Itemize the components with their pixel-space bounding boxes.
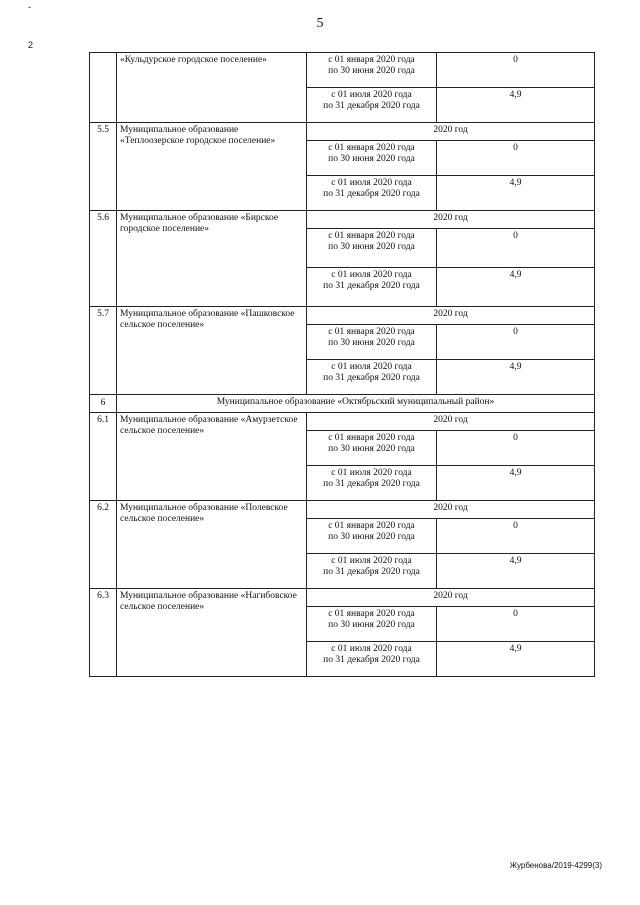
section-title: Муниципальное образование «Октябрьский муниципальный район» <box>117 395 595 413</box>
table-row <box>90 413 595 431</box>
tariff-table <box>89 52 595 677</box>
period-second: с 01 июля 2020 года по 31 декабря 2020 года <box>307 360 437 395</box>
year-header: 2020 год <box>307 123 595 141</box>
value-second: 4,9 <box>437 176 595 211</box>
period-first: с 01 января 2020 года по 30 июня 2020 года <box>307 607 437 642</box>
page-number: 5 <box>316 16 324 31</box>
year-header: 2020 год <box>307 413 595 431</box>
municipality-name: Муниципальное образование «Бирское городское поселение» <box>117 211 307 307</box>
value-second: 4,9 <box>437 466 595 501</box>
municipality-name: Муниципальное образование «Нагибовское сельское поселение» <box>117 589 307 677</box>
period-first: с 01 января 2020 года по 30 июня 2020 года <box>307 431 437 466</box>
row-number: 6.3 <box>90 589 117 677</box>
municipality-name: Муниципальное образование «Полевское сельское поселение» <box>117 501 307 589</box>
row-number <box>90 53 117 123</box>
value-first: 0 <box>437 229 595 268</box>
value-first: 0 <box>437 519 595 554</box>
year-header: 2020 год <box>307 307 595 325</box>
period-second: с 01 июля 2020 года по 31 декабря 2020 года <box>307 642 437 677</box>
period-second: с 01 июля 2020 года по 31 декабря 2020 года <box>307 268 437 307</box>
value-first: 0 <box>437 325 595 360</box>
value-first: 0 <box>437 431 595 466</box>
year-header: 2020 год <box>307 501 595 519</box>
table-row <box>90 123 595 141</box>
period-second: с 01 июля 2020 года по 31 декабря 2020 года <box>307 176 437 211</box>
municipality-name: Муниципальное образование «Пашковское сельское поселение» <box>117 307 307 395</box>
table-row <box>90 589 595 607</box>
row-number: 6.1 <box>90 413 117 501</box>
period-first: с 01 января 2020 года по 30 июня 2020 года <box>307 141 437 176</box>
period-first: с 01 января 2020 года по 30 июня 2020 года <box>307 519 437 554</box>
period-first: с 01 января 2020 года по 30 июня 2020 года <box>307 53 437 88</box>
municipality-name: «Кульдурское городское поселение» <box>117 53 307 123</box>
period-second: с 01 июля 2020 года по 31 декабря 2020 года <box>307 554 437 589</box>
table-row <box>90 53 595 88</box>
section-row <box>90 395 595 413</box>
margin-mark-number: 2 <box>28 40 34 50</box>
row-number: 5.7 <box>90 307 117 395</box>
period-second: с 01 июля 2020 года по 31 декабря 2020 года <box>307 88 437 123</box>
value-second: 4,9 <box>437 642 595 677</box>
year-header: 2020 год <box>307 589 595 607</box>
value-first: 0 <box>437 141 595 176</box>
year-header: 2020 год <box>307 211 595 229</box>
row-number: 5.5 <box>90 123 117 211</box>
row-number: 6 <box>90 395 117 413</box>
period-first: с 01 января 2020 года по 30 июня 2020 года <box>307 229 437 268</box>
municipality-name: Муниципальное образование «Амурзетское сельское поселение» <box>117 413 307 501</box>
table-row <box>90 307 595 325</box>
value-first: 0 <box>437 607 595 642</box>
value-second: 4,9 <box>437 554 595 589</box>
period-second: с 01 июля 2020 года по 31 декабря 2020 года <box>307 466 437 501</box>
row-number: 5.6 <box>90 211 117 307</box>
row-number: 6.2 <box>90 501 117 589</box>
period-first: с 01 января 2020 года по 30 июня 2020 года <box>307 325 437 360</box>
document-footer-code: Журбенова/2019-4299(3) <box>509 861 602 870</box>
municipality-name: Муниципальное образование «Теплоозерское городское поселение» <box>117 123 307 211</box>
margin-mark-dash: - <box>28 2 31 12</box>
value-first: 0 <box>437 53 595 88</box>
table-row <box>90 211 595 229</box>
table-row <box>90 501 595 519</box>
value-second: 4,9 <box>437 360 595 395</box>
value-second: 4,9 <box>437 268 595 307</box>
value-second: 4,9 <box>437 88 595 123</box>
